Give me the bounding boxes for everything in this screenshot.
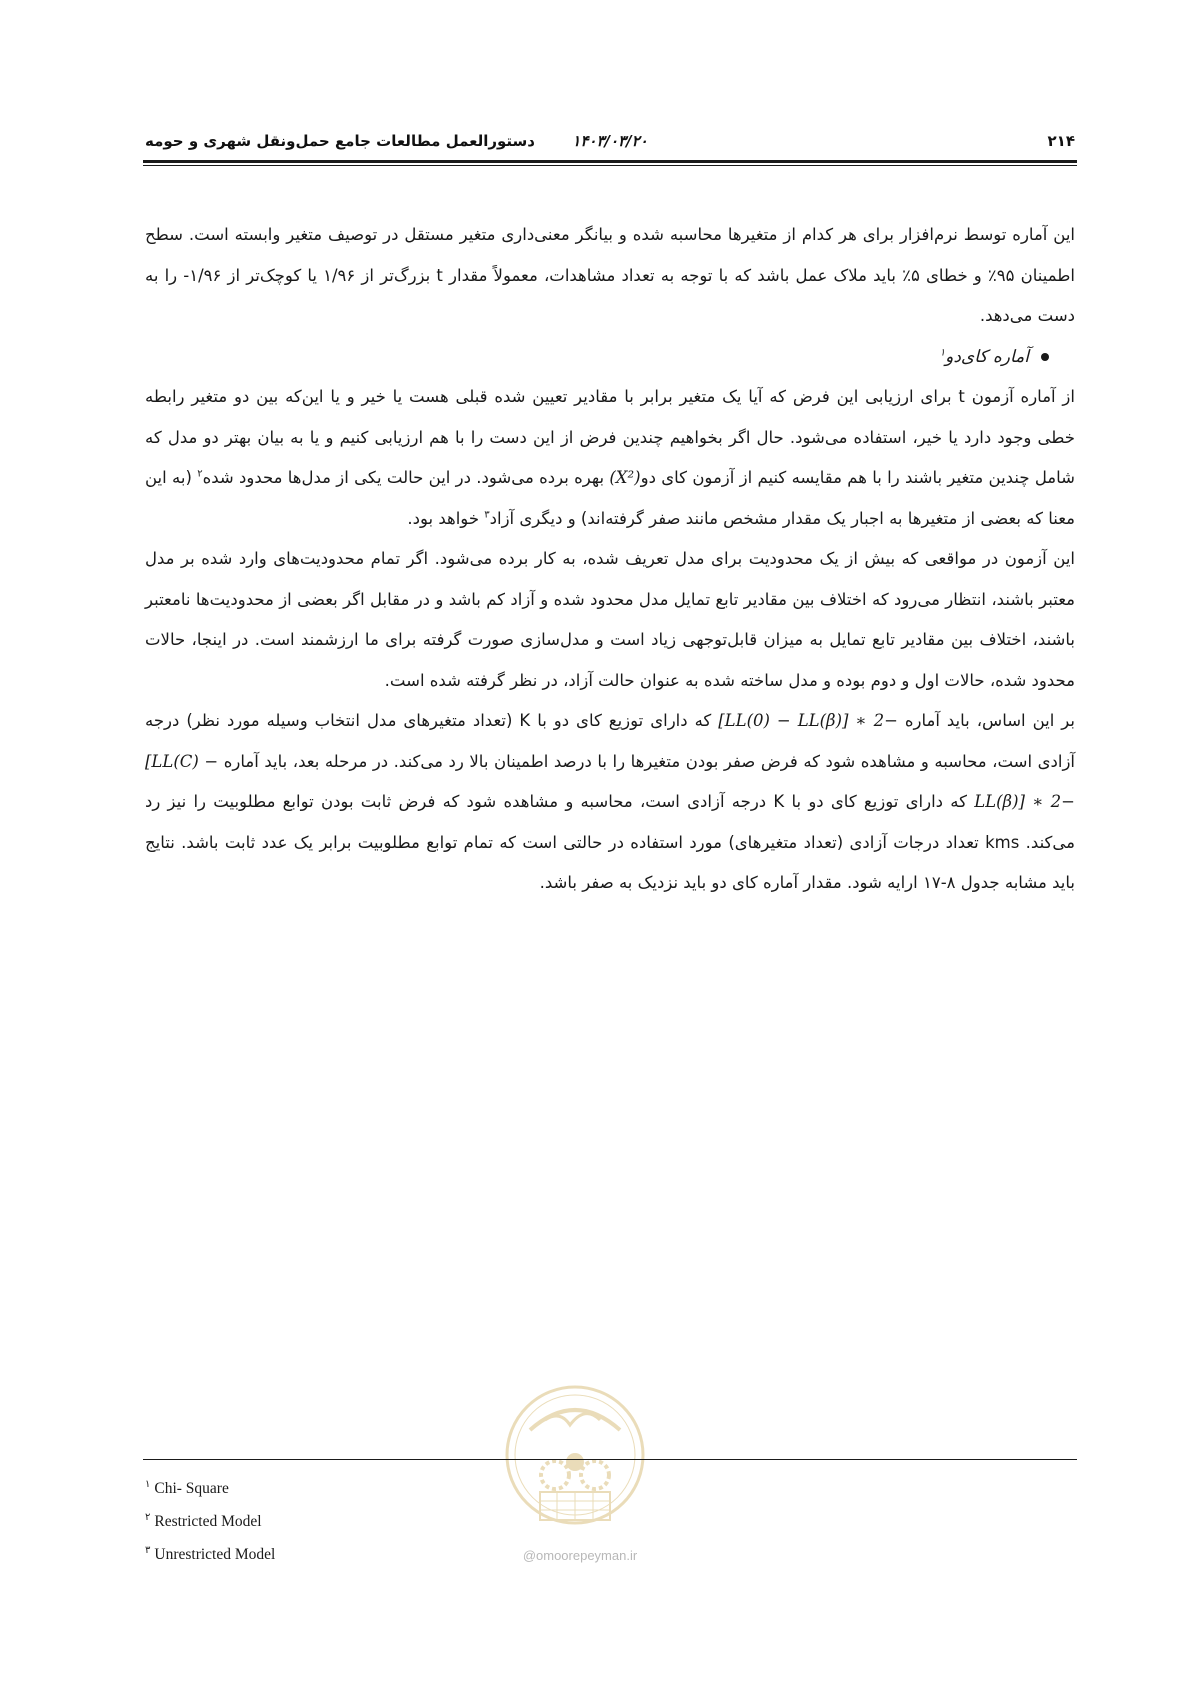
footnotes — [145, 1470, 545, 1569]
page-header — [145, 128, 1075, 154]
bullet-label: آماره کای‌دو$^۱$ — [939, 346, 1029, 367]
footnote-3: $^۳$ Unrestricted Model — [145, 1545, 276, 1564]
paragraph-2: از آماره آزمون t برای ارزیابی این فرض که آیا یک متغیر برابر با مقادیر تعیین شده قبلی هست یا خیر و یا این‌که بین دو متغیر رابطه خطی وجود دارد یا خیر، استفاده می‌شود. حال اگر بخواهیم چندین فرض از این دست را با هم ارزیابی کنیم و یا به بیان بهتر دو مدل که شامل چندین متغیر باشند را با هم مقایسه کنیم از آزمون کای دو(X²) بهره برده می‌شود. در این حالت یکی از مدل‌ها محدود شده$^۲$ (به این معنا که بعضی از متغیرها به اجبار یک مقدار مشخص مانند صفر گرفته‌اند) و دیگری آزاد$^۳$ خواهد بود. — [145, 387, 1076, 528]
page-number: ۲۱۴ — [1047, 132, 1075, 150]
bullet-chi-square — [145, 337, 1075, 378]
footnote-2: $^۲$ Restricted Model — [145, 1512, 262, 1531]
footnote-1: $^۱$ Chi- Square — [145, 1479, 229, 1498]
body-text — [145, 215, 1075, 904]
paragraph-1: این آماره توسط نرم‌افزار برای هر کدام از متغیرها محاسبه شده و بیانگر معنی‌داری متغیر مستقل در توصیف متغیر وابسته است. سطح اطمینان ۹۵٪ و خطای ۵٪ باید ملاک عمل باشد که با توجه به تعداد مشاهدات، معمولاً مقدار t بزرگ‌تر از ۱/۹۶ یا کوچک‌تر از ۱/۹۶- را به دست می‌دهد. — [145, 225, 1075, 325]
document-title: دستورالعمل مطالعات جامع حمل‌ونقل شهری و حومه — [145, 132, 535, 150]
chi-square-symbol: (X²) — [609, 468, 641, 487]
footnote-rule — [143, 1459, 1077, 1460]
header-rule-thin — [143, 165, 1077, 166]
formula-llc: [LL(C) − LL(β)] ∗ 2− — [145, 751, 1075, 811]
header-rule-thick — [143, 160, 1077, 163]
header-date: ۱۴۰۳/۰۳/۲۰ — [572, 132, 648, 150]
footnote-ref-1: ۱ — [939, 346, 946, 358]
bullet-dot-icon — [1041, 353, 1049, 361]
formula-ll0: [LL(0) − LL(β)] ∗ 2− — [718, 711, 898, 730]
footnote-ref-3: ۳ — [484, 509, 490, 520]
paragraph-3: این آزمون در مواقعی که بیش از یک محدودیت برای مدل تعریف شده، به کار برده می‌شود. اگر تمام محدودیت‌های وارد شده بر مدل معتبر باشند، انتظار می‌رود که اختلاف بین مقادیر تابع تمایل مدل محدود شده و آزاد کم باشد و در مقابل اگر بعضی از محدودیت‌ها نامعتبر باشند، اختلاف بین مقادیر تابع تمایل به میزان قابل‌توجهی زیاد است و مدل‌سازی صورت گرفته برای ما ارزشمند است. در اینجا، حالات محدود شده، حالات اول و دوم بوده و مدل ساخته شده به عنوان حالت آزاد، در نظر گرفته شده است. — [145, 549, 1075, 690]
watermark-url: @omoorepeyman.ir — [522, 1548, 638, 1563]
paragraph-4: بر این اساس، باید آماره [LL(0) − LL(β)] ∗ 2− که دارای توزیع کای دو با K (تعداد متغیرهای مدل انتخاب وسیله مورد نظر) درجه آزادی است، محاسبه و مشاهده شود که فرض صفر بودن متغیرها را با درصد اطمینان بالا رد می‌کند. در مرحله بعد، باید آماره [LL(C) − LL(β)] ∗ 2− که دارای توزیع کای دو با K درجه آزادی است، محاسبه و مشاهده شود که فرض ثابت بودن توابع مطلوبیت را نیز رد می‌کند. kms تعداد درجات آزادی (تعداد متغیرهای) مورد استفاده در حالتی است که تمام توابع مطلوبیت برابر یک عدد ثابت باشد. نتایج باید مشابه جدول ۸-۱۷ ارایه شود. مقدار آماره کای دو باید نزدیک به صفر باشد. — [145, 711, 1076, 892]
footnote-ref-2: ۲ — [197, 468, 203, 480]
